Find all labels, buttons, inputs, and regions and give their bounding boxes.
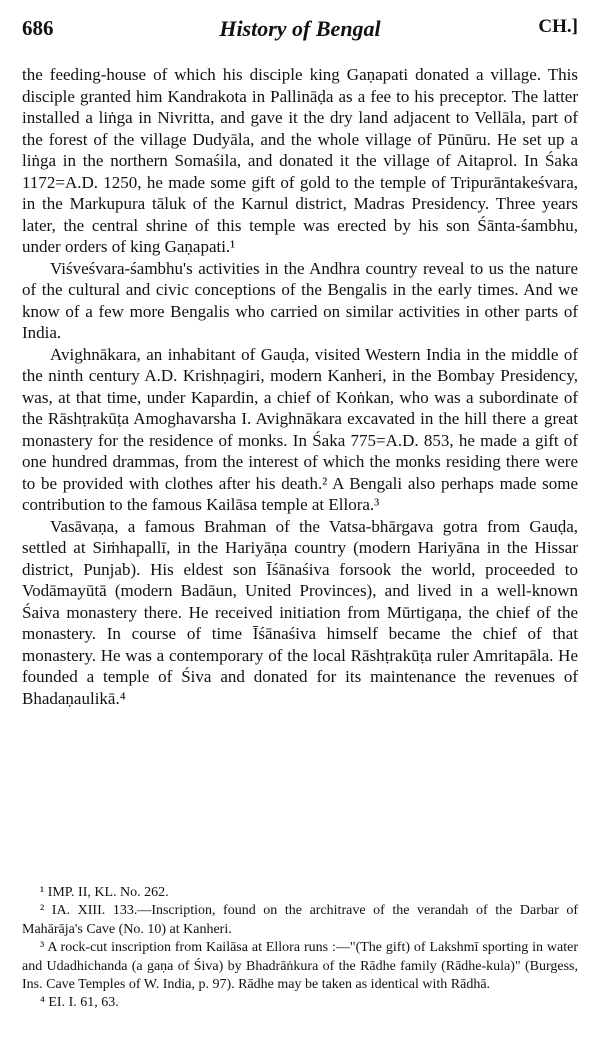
footnotes (22, 884, 578, 1013)
running-title: History of Bengal (219, 16, 381, 41)
footnote: ⁴ EI. I. 61, 63. (40, 995, 119, 1011)
footnote: ¹ IMP. II, KL. No. 262. (40, 885, 169, 900)
paragraph: Avighnākara, an inhabitant of Gauḍa, visited Western India in the middle of the ninth century A.D. Krishṇagiri, modern Kanheri, in the Bombay Presidency, was, at that time, under Kapardin, a chief of Koṅkan, who was a subordinate of the Rāshṭrakūṭa Amoghavarsha I. Avighnākara excavated in the hill there a great monastery for the residence of monks. In Śaka 775=A.D. 853, he made a gift of one hundred drammas, from the interest of which the monks residing there were to be provided with clothes after his death.² A Bengali also perhaps made some contribution to the famous Kailāsa temple at Ellora.³ (22, 344, 578, 514)
paragraph: Vasāvaṇa, a famous Brahman of the Vatsa-bhārgava gotra from Gauḍa, settled at Siṁhapallī, in the Hariyāṇa country (modern Hariyāna in the Hissar district, Punjab). His eldest son Īśānaśiva forsook the world, proceeded to Vodāmayūtā (modern Badāun, United Provinces), and lived in a well-known Śaiva monastery there. He received initiation from Mūrtigaṇa, the chief of the monastery. In course of time Īśānaśiva himself became the chief of that monastery. He was a contemporary of the local Rāshṭrakūṭa ruler Amritapāla. He founded a temple of Śiva and donated for its maintenance the revenues of Bhadaṇaulikā.⁴ (22, 516, 578, 708)
paragraph: the feeding-house of which his disciple king Gaṇapati donated a village. This disciple granted him Kandrakota in Pallināḍa as a fee to his preceptor. The latter installed a liṅga in Nivritta, and gave it the dry land adjacent to Vellāla, part of the forest of the village Dudyāla, and the whole village of Pūnūru. He set up a liṅga in the northern Somaśila, and donated it the village of Aitaprol. In Śaka 1172=A.D. 1250, he made some gift of gold to the temple of Tripurāntakeśvara, in the Markupura tāluk of the Karnul district, Madras Presidency. Three years later, the central shrine of this temple was erected by his son Śānta-śambhu, under orders of king Gaṇapati.¹ (22, 65, 578, 256)
chapter-mark: CH.] (538, 16, 578, 37)
main-text (22, 64, 578, 709)
footnote: ³ A rock-cut inscription from Kailāsa at Ellora runs :—"(The gift) of Lakshmī sporting in water and Udadhichanda (a gaṇa of Śiva) by Bhadrāṅkura of the Rādhe family (Rādhe-kula)" (Burgess, Ins. Cave Temples of W. India, p. 97). Rādhe may be taken as identical with Rādhā. (22, 940, 578, 993)
paragraph: Viśveśvara-śambhu's activities in the Andhra country reveal to us the nature of the cultural and civic conceptions of the Bengalis in the early times. And we know of a few more Bengalis who carried on similar activities in other parts of India. (22, 258, 578, 342)
page-number: 686 (22, 16, 54, 40)
page-header (22, 16, 578, 46)
footnote: ² IA. XIII. 133.—Inscription, found on the architrave of the verandah of the Darbar of Mahārāja's Cave (No. 10) at Kanheri. (22, 903, 578, 937)
